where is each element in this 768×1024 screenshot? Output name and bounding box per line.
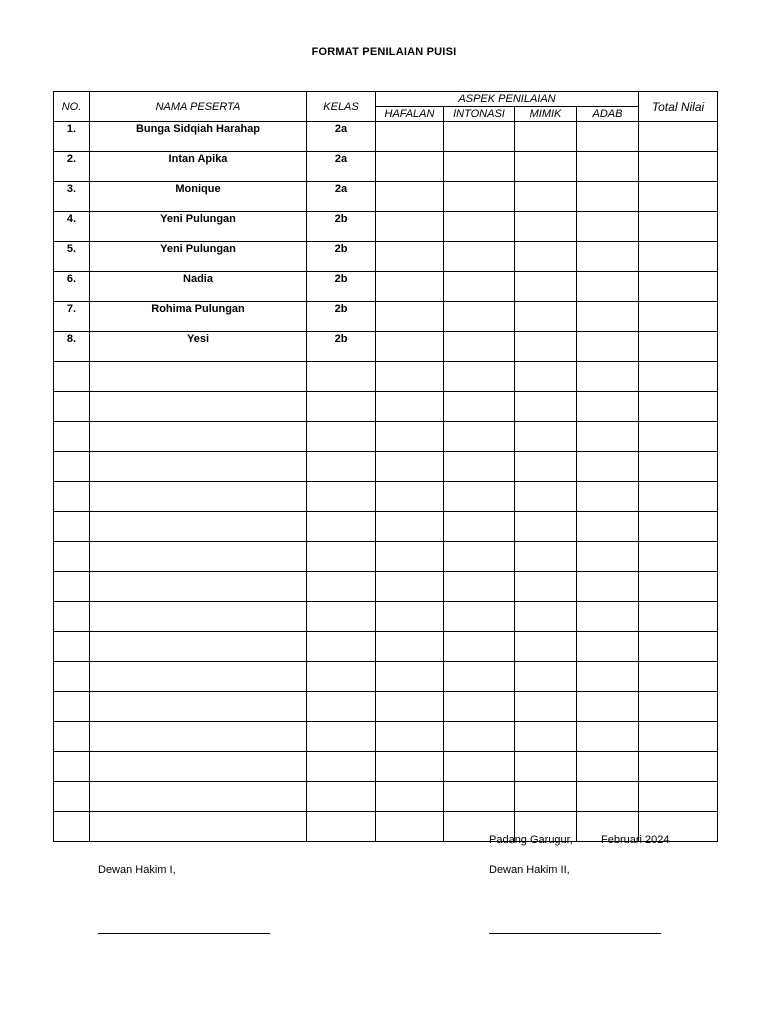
row-intonasi	[444, 392, 515, 422]
row-adab	[577, 122, 639, 152]
row-adab	[577, 722, 639, 752]
judge-one-label: Dewan Hakim I,	[98, 864, 176, 876]
header-nama-peserta: NAMA PESERTA	[90, 92, 307, 122]
table-row	[54, 512, 718, 542]
table-row	[54, 482, 718, 512]
row-total-nilai	[639, 392, 718, 422]
header-hafalan: HAFALAN	[376, 107, 444, 122]
row-intonasi	[444, 152, 515, 182]
row-hafalan	[376, 752, 444, 782]
row-adab	[577, 482, 639, 512]
row-nama	[90, 482, 307, 512]
row-mimik	[515, 332, 577, 362]
row-no: 7.	[54, 302, 90, 332]
table-row	[54, 782, 718, 812]
row-hafalan	[376, 392, 444, 422]
header-mimik: MIMIK	[515, 107, 577, 122]
header-kelas: KELAS	[307, 92, 376, 122]
row-adab	[577, 302, 639, 332]
row-intonasi	[444, 332, 515, 362]
row-total-nilai	[639, 632, 718, 662]
row-kelas	[307, 572, 376, 602]
row-kelas: 2b	[307, 302, 376, 332]
row-total-nilai	[639, 152, 718, 182]
judge-two-signature-line	[489, 933, 661, 934]
row-no: 8.	[54, 332, 90, 362]
row-no	[54, 692, 90, 722]
row-kelas	[307, 692, 376, 722]
row-adab	[577, 632, 639, 662]
table-row	[54, 422, 718, 452]
table-row	[54, 602, 718, 632]
table-row	[54, 362, 718, 392]
row-adab	[577, 512, 639, 542]
row-adab	[577, 692, 639, 722]
row-no	[54, 722, 90, 752]
row-total-nilai	[639, 272, 718, 302]
row-total-nilai	[639, 572, 718, 602]
row-intonasi	[444, 482, 515, 512]
row-mimik	[515, 632, 577, 662]
row-hafalan	[376, 482, 444, 512]
row-total-nilai	[639, 602, 718, 632]
row-mimik	[515, 572, 577, 602]
row-kelas	[307, 482, 376, 512]
row-nama	[90, 722, 307, 752]
row-no	[54, 782, 90, 812]
row-hafalan	[376, 602, 444, 632]
row-nama	[90, 602, 307, 632]
row-intonasi	[444, 122, 515, 152]
row-intonasi	[444, 752, 515, 782]
table-row	[54, 722, 718, 752]
row-no	[54, 512, 90, 542]
row-adab	[577, 602, 639, 632]
place-label: Padang Garugur,	[489, 834, 573, 846]
table-row	[54, 122, 718, 152]
row-no	[54, 632, 90, 662]
row-kelas	[307, 452, 376, 482]
row-nama	[90, 422, 307, 452]
row-total-nilai	[639, 782, 718, 812]
row-intonasi	[444, 572, 515, 602]
row-mimik	[515, 662, 577, 692]
document-title: FORMAT PENILAIAN PUISI	[311, 46, 457, 58]
row-total-nilai	[639, 362, 718, 392]
row-no	[54, 422, 90, 452]
row-nama	[90, 572, 307, 602]
row-intonasi	[444, 272, 515, 302]
row-nama	[90, 812, 307, 842]
row-intonasi	[444, 362, 515, 392]
row-hafalan	[376, 662, 444, 692]
row-no: 6.	[54, 272, 90, 302]
judge-two-label: Dewan Hakim II,	[489, 864, 570, 876]
header-no: NO.	[54, 92, 90, 122]
row-total-nilai	[639, 122, 718, 152]
row-mimik	[515, 302, 577, 332]
row-intonasi	[444, 452, 515, 482]
row-no	[54, 542, 90, 572]
row-no	[54, 482, 90, 512]
row-no	[54, 602, 90, 632]
row-intonasi	[444, 692, 515, 722]
row-hafalan	[376, 692, 444, 722]
row-kelas	[307, 542, 376, 572]
row-no: 3.	[54, 182, 90, 212]
row-hafalan	[376, 632, 444, 662]
row-adab	[577, 212, 639, 242]
row-total-nilai	[639, 182, 718, 212]
row-kelas	[307, 422, 376, 452]
table-row	[54, 302, 718, 332]
table-row	[54, 182, 718, 212]
row-nama: Intan Apika	[90, 152, 307, 182]
row-intonasi	[444, 512, 515, 542]
row-kelas	[307, 362, 376, 392]
row-no: 5.	[54, 242, 90, 272]
row-adab	[577, 782, 639, 812]
table-row	[54, 212, 718, 242]
header-aspek-penilaian: ASPEK PENILAIAN	[376, 92, 639, 107]
row-kelas	[307, 512, 376, 542]
row-kelas	[307, 782, 376, 812]
row-adab	[577, 422, 639, 452]
table-row	[54, 242, 718, 272]
row-hafalan	[376, 242, 444, 272]
table-row	[54, 332, 718, 362]
row-nama: Yesi	[90, 332, 307, 362]
table-row	[54, 692, 718, 722]
row-kelas	[307, 722, 376, 752]
row-adab	[577, 152, 639, 182]
table-row	[54, 272, 718, 302]
row-kelas	[307, 392, 376, 422]
header-adab: ADAB	[577, 107, 639, 122]
row-total-nilai	[639, 542, 718, 572]
row-intonasi	[444, 602, 515, 632]
row-hafalan	[376, 782, 444, 812]
row-mimik	[515, 602, 577, 632]
row-intonasi	[444, 632, 515, 662]
row-nama	[90, 782, 307, 812]
header-total-nilai: Total Nilai	[639, 92, 718, 122]
row-hafalan	[376, 212, 444, 242]
row-mimik	[515, 422, 577, 452]
row-no	[54, 392, 90, 422]
row-hafalan	[376, 182, 444, 212]
row-intonasi	[444, 182, 515, 212]
row-intonasi	[444, 212, 515, 242]
table-row	[54, 572, 718, 602]
row-kelas: 2a	[307, 122, 376, 152]
table-row	[54, 392, 718, 422]
row-hafalan	[376, 452, 444, 482]
row-hafalan	[376, 152, 444, 182]
table-row	[54, 452, 718, 482]
row-no	[54, 812, 90, 842]
row-no: 1.	[54, 122, 90, 152]
row-total-nilai	[639, 212, 718, 242]
row-no: 2.	[54, 152, 90, 182]
row-total-nilai	[639, 512, 718, 542]
row-mimik	[515, 122, 577, 152]
row-adab	[577, 332, 639, 362]
row-mimik	[515, 782, 577, 812]
row-kelas: 2a	[307, 152, 376, 182]
row-adab	[577, 542, 639, 572]
row-nama	[90, 392, 307, 422]
row-kelas: 2b	[307, 212, 376, 242]
row-no	[54, 452, 90, 482]
row-kelas	[307, 662, 376, 692]
row-hafalan	[376, 722, 444, 752]
row-hafalan	[376, 362, 444, 392]
row-hafalan	[376, 272, 444, 302]
row-nama	[90, 452, 307, 482]
row-nama	[90, 542, 307, 572]
row-nama: Bunga Sidqiah Harahap	[90, 122, 307, 152]
row-kelas: 2a	[307, 182, 376, 212]
row-hafalan	[376, 572, 444, 602]
row-mimik	[515, 752, 577, 782]
date-label: Februari 2024	[601, 834, 670, 846]
row-kelas: 2b	[307, 332, 376, 362]
row-adab	[577, 572, 639, 602]
row-total-nilai	[639, 662, 718, 692]
assessment-table	[53, 91, 718, 842]
row-adab	[577, 752, 639, 782]
table-body	[54, 122, 718, 842]
row-kelas	[307, 602, 376, 632]
row-adab	[577, 662, 639, 692]
row-mimik	[515, 242, 577, 272]
row-hafalan	[376, 122, 444, 152]
row-hafalan	[376, 512, 444, 542]
row-intonasi	[444, 722, 515, 752]
row-intonasi	[444, 782, 515, 812]
row-nama: Monique	[90, 182, 307, 212]
table-row	[54, 632, 718, 662]
judge-one-signature-line	[98, 933, 270, 934]
header-intonasi: INTONASI	[444, 107, 515, 122]
row-nama	[90, 362, 307, 392]
row-no	[54, 572, 90, 602]
row-no	[54, 662, 90, 692]
row-adab	[577, 452, 639, 482]
row-mimik	[515, 152, 577, 182]
row-nama	[90, 752, 307, 782]
row-total-nilai	[639, 422, 718, 452]
row-hafalan	[376, 422, 444, 452]
row-mimik	[515, 182, 577, 212]
row-intonasi	[444, 542, 515, 572]
row-mimik	[515, 482, 577, 512]
row-mimik	[515, 392, 577, 422]
row-total-nilai	[639, 332, 718, 362]
row-no: 4.	[54, 212, 90, 242]
row-hafalan	[376, 812, 444, 842]
row-kelas	[307, 812, 376, 842]
row-nama: Nadia	[90, 272, 307, 302]
row-total-nilai	[639, 752, 718, 782]
row-intonasi	[444, 302, 515, 332]
table-row	[54, 752, 718, 782]
row-kelas	[307, 752, 376, 782]
row-mimik	[515, 452, 577, 482]
row-no	[54, 362, 90, 392]
row-adab	[577, 242, 639, 272]
row-kelas: 2b	[307, 272, 376, 302]
row-mimik	[515, 272, 577, 302]
row-mimik	[515, 692, 577, 722]
row-hafalan	[376, 302, 444, 332]
row-mimik	[515, 722, 577, 752]
row-total-nilai	[639, 302, 718, 332]
row-no	[54, 752, 90, 782]
table-row	[54, 542, 718, 572]
row-total-nilai	[639, 722, 718, 752]
row-intonasi	[444, 242, 515, 272]
row-mimik	[515, 212, 577, 242]
row-adab	[577, 362, 639, 392]
row-nama	[90, 662, 307, 692]
row-adab	[577, 182, 639, 212]
row-adab	[577, 392, 639, 422]
row-mimik	[515, 362, 577, 392]
row-mimik	[515, 542, 577, 572]
row-nama	[90, 512, 307, 542]
row-nama	[90, 632, 307, 662]
row-total-nilai	[639, 242, 718, 272]
row-kelas: 2b	[307, 242, 376, 272]
row-nama: Rohima Pulungan	[90, 302, 307, 332]
row-nama: Yeni Pulungan	[90, 242, 307, 272]
row-kelas	[307, 632, 376, 662]
table-row	[54, 662, 718, 692]
row-nama	[90, 692, 307, 722]
row-adab	[577, 272, 639, 302]
row-mimik	[515, 512, 577, 542]
row-hafalan	[376, 332, 444, 362]
row-hafalan	[376, 542, 444, 572]
row-intonasi	[444, 662, 515, 692]
table-row	[54, 152, 718, 182]
row-nama: Yeni Pulungan	[90, 212, 307, 242]
row-total-nilai	[639, 692, 718, 722]
row-total-nilai	[639, 452, 718, 482]
row-total-nilai	[639, 482, 718, 512]
row-intonasi	[444, 422, 515, 452]
